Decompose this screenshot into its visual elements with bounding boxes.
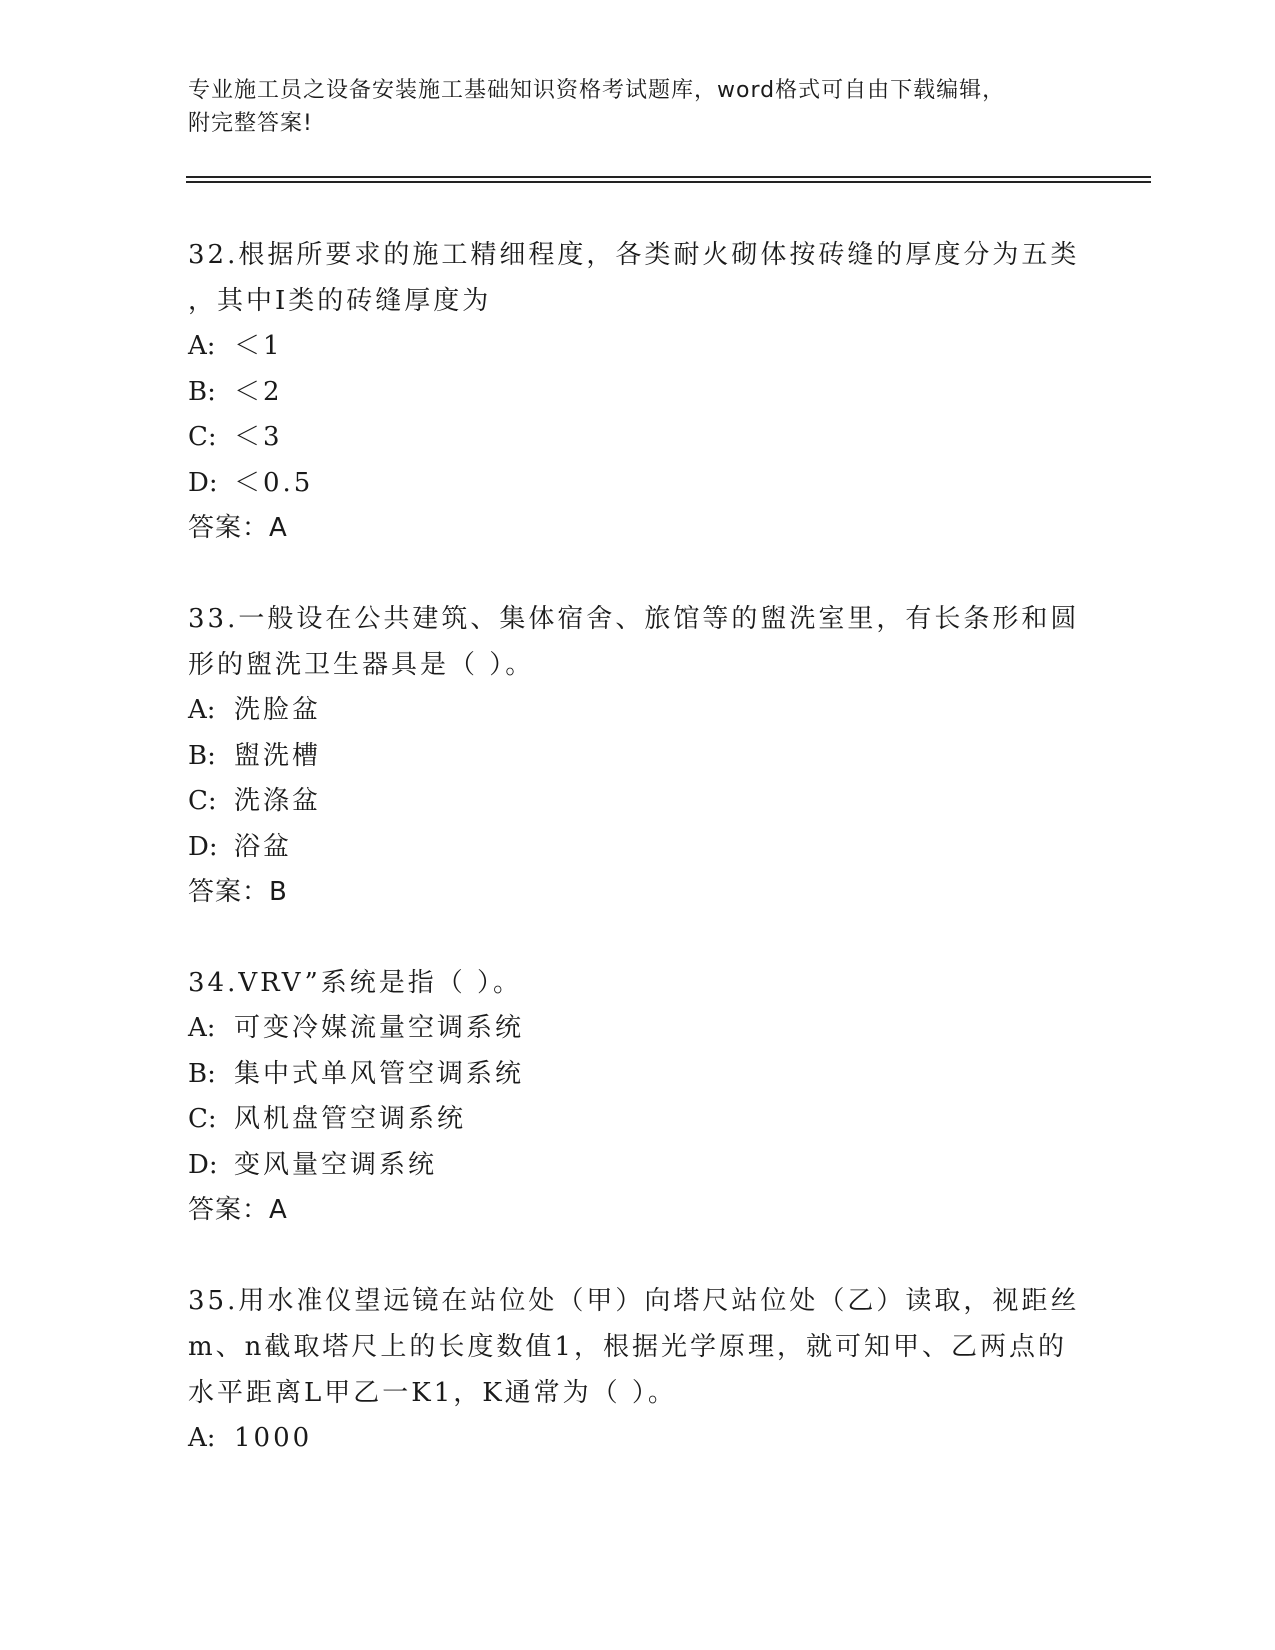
question-32 xyxy=(188,232,1088,552)
option-b xyxy=(188,370,1088,416)
option-c xyxy=(188,779,1088,825)
option-text: 洗脸盆 xyxy=(234,695,322,725)
question-stem-line: 34.VRV”系统是指（ ）。 xyxy=(188,968,523,998)
option-text: ＜3 xyxy=(234,422,283,452)
header-divider-top xyxy=(186,176,1151,178)
option-d xyxy=(188,825,1088,871)
answer-line: 答案：A xyxy=(188,513,288,543)
option-d xyxy=(188,461,1088,507)
question-stem-line: 32.根据所要求的施工精细程度，各类耐火砌体按砖缝的厚度分为五类 xyxy=(188,240,1080,270)
option-key: B: xyxy=(188,740,216,771)
option-key: C: xyxy=(188,1104,217,1134)
question-33 xyxy=(188,596,1088,916)
option-key: A: xyxy=(188,695,216,725)
document-header xyxy=(188,74,1068,140)
option-text: 变风量空调系统 xyxy=(234,1149,438,1180)
option-text: 浴盆 xyxy=(234,831,293,862)
option-text: 风机盘管空调系统 xyxy=(234,1104,467,1134)
question-stem-line: 35.用水准仪望远镜在站位处（甲）向塔尺站位处（乙）读取，视距丝 xyxy=(188,1286,1080,1316)
option-d xyxy=(188,1143,1088,1189)
question-stem-line: 33.一般设在公共建筑、集体宿舍、旅馆等的盥洗室里，有长条形和圆 xyxy=(188,604,1080,634)
option-text: 可变冷媒流量空调系统 xyxy=(234,1013,525,1043)
option-text: ＜0.5 xyxy=(234,467,314,498)
question-35 xyxy=(188,1278,1088,1462)
option-b xyxy=(188,734,1088,780)
option-b xyxy=(188,1052,1088,1098)
option-text: ＜1 xyxy=(234,331,283,361)
option-text: 洗涤盆 xyxy=(234,786,322,816)
header-line-2: 附完整答案! xyxy=(188,111,313,136)
option-key: A: xyxy=(188,1423,216,1453)
option-text: 盥洗槽 xyxy=(234,740,322,771)
option-text: 1000 xyxy=(234,1423,313,1453)
question-stem-line: 水平距离L甲乙一K1，K通常为（ ）。 xyxy=(188,1378,677,1408)
question-stem-line: m、n截取塔尺上的长度数值1，根据光学原理，就可知甲、乙两点的 xyxy=(188,1332,1067,1362)
option-c xyxy=(188,1097,1088,1143)
question-stem-line: ，其中Ⅰ类的砖缝厚度为 xyxy=(188,286,492,316)
option-a xyxy=(188,1006,1088,1052)
option-text: 集中式单风管空调系统 xyxy=(234,1058,525,1089)
option-key: C: xyxy=(188,422,217,452)
option-key: A: xyxy=(188,331,216,361)
question-stem-line: 形的盥洗卫生器具是（ ）。 xyxy=(188,650,535,680)
option-key: D: xyxy=(188,1149,218,1180)
option-a xyxy=(188,324,1088,370)
option-key: D: xyxy=(188,831,218,862)
option-key: B: xyxy=(188,376,216,407)
answer-line: 答案：B xyxy=(188,877,288,907)
answer-line: 答案：A xyxy=(188,1195,288,1225)
option-text: ＜2 xyxy=(234,376,283,407)
option-key: B: xyxy=(188,1058,216,1089)
option-key: C: xyxy=(188,786,217,816)
option-key: A: xyxy=(188,1013,216,1043)
header-divider-bottom xyxy=(186,181,1151,183)
option-a xyxy=(188,688,1088,734)
option-c xyxy=(188,415,1088,461)
option-key: D: xyxy=(188,467,218,498)
question-34 xyxy=(188,960,1088,1234)
header-line-1: 专业施工员之设备安装施工基础知识资格考试题库，word格式可自由下载编辑， xyxy=(188,78,1006,103)
option-a xyxy=(188,1416,1088,1462)
